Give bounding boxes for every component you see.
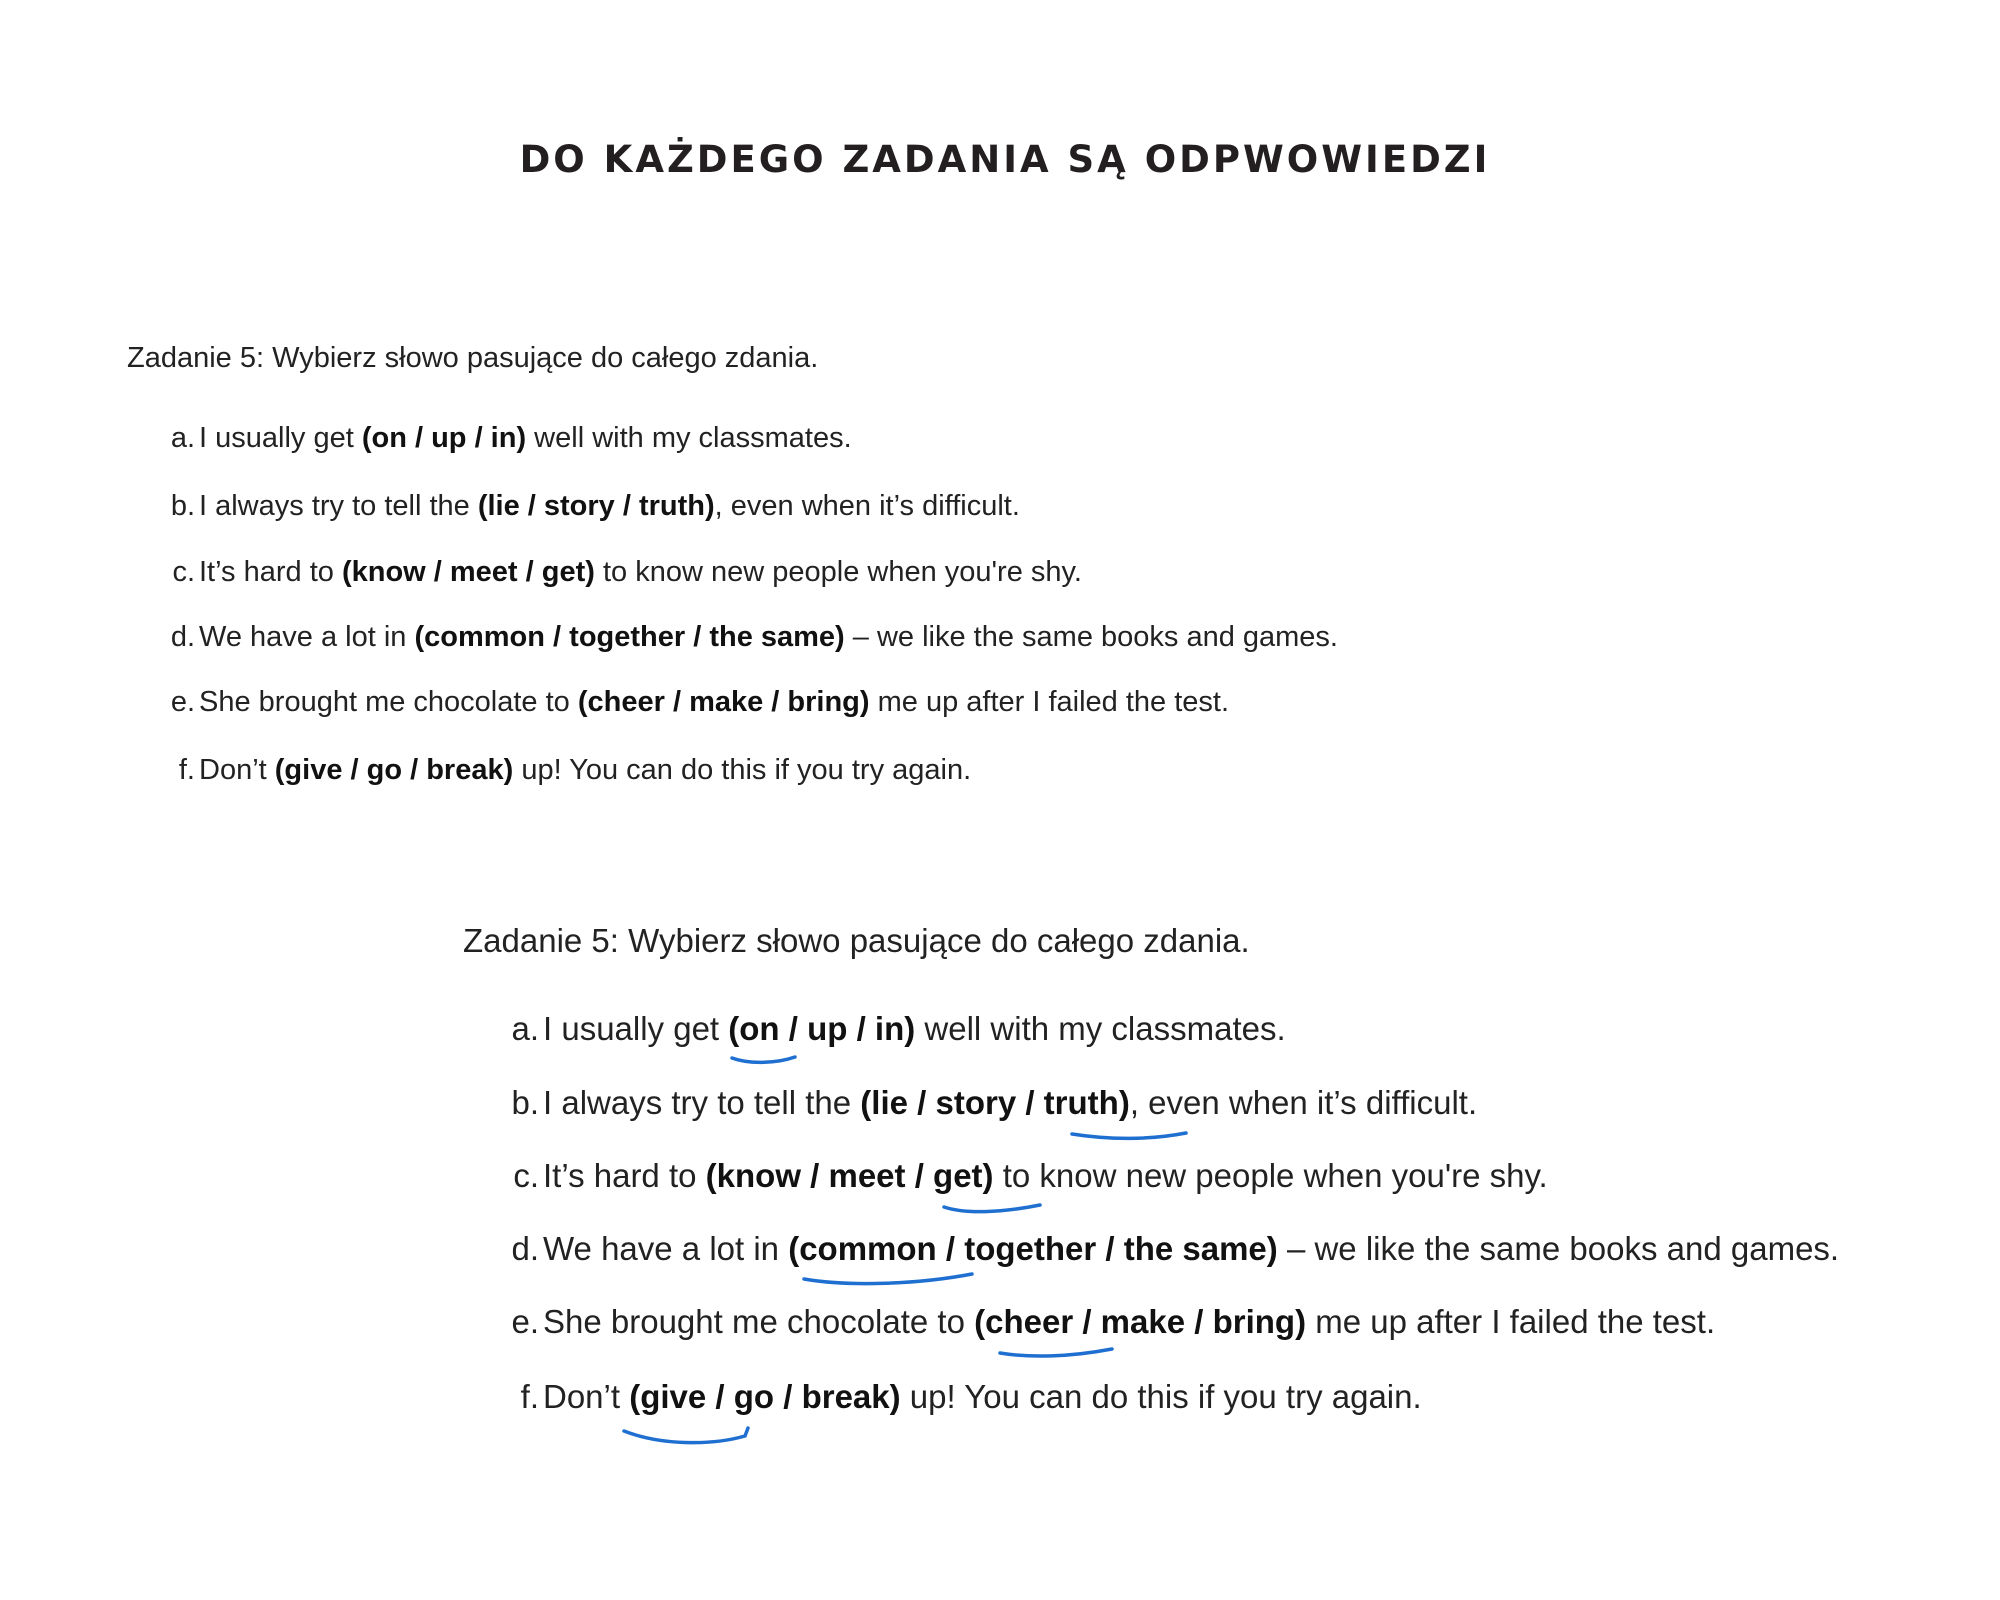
item-letter: d. <box>511 1230 539 1267</box>
item-letter: f. <box>178 754 195 786</box>
item-sentence: I always try to tell the (lie / story / truth), even when it’s difficult. <box>543 1084 1478 1121</box>
item-sentence: I always try to tell the (lie / story / truth), even when it’s difficult. <box>199 490 1020 522</box>
answer-underline-d <box>804 1274 972 1284</box>
item-sentence: She brought me chocolate to (cheer / make / bring) me up after I failed the test. <box>543 1303 1716 1340</box>
answer-underline-a <box>732 1057 795 1062</box>
item-letter: f. <box>520 1378 539 1415</box>
list-item <box>165 490 1020 523</box>
item-sentence: I usually get (on / up / in) well with my classmates. <box>543 1010 1286 1047</box>
list-item <box>505 1378 1422 1416</box>
list-item <box>505 1157 1548 1195</box>
item-choices: (lie / story / truth) <box>477 490 715 522</box>
item-choices: (on / up / in) <box>728 1010 916 1047</box>
item-choices: (cheer / make / bring) <box>577 686 870 718</box>
item-sentence: I usually get (on / up / in) well with my classmates. <box>199 422 852 454</box>
answer-underline-b <box>1072 1133 1186 1138</box>
item-sentence: We have a lot in (common / together / the same) – we like the same books and games. <box>543 1230 1840 1267</box>
answer-underline-c <box>944 1205 1040 1212</box>
item-letter: a. <box>170 422 195 454</box>
item-letter: d. <box>170 621 195 653</box>
list-item <box>165 556 1082 589</box>
item-sentence: It’s hard to (know / meet / get) to know new people when you're shy. <box>543 1157 1548 1194</box>
answer-underline-f <box>624 1428 748 1443</box>
item-choices: (know / meet / get) <box>705 1157 994 1194</box>
item-letter: c. <box>172 556 195 588</box>
item-choices: (cheer / make / bring) <box>974 1303 1307 1340</box>
item-choices: (know / meet / get) <box>341 556 595 588</box>
list-item <box>165 422 852 455</box>
item-letter: e. <box>511 1303 539 1340</box>
item-letter: e. <box>170 686 195 718</box>
list-item <box>165 686 1229 719</box>
item-sentence: Don’t (give / go / break) up! You can do this if you try again. <box>199 754 972 786</box>
exercise-heading: Zadanie 5: Wybierz słowo pasujące do całego zdania. <box>463 922 1250 959</box>
item-choices: (on / up / in) <box>361 422 527 454</box>
item-sentence: Don’t (give / go / break) up! You can do this if you try again. <box>543 1378 1422 1415</box>
list-item <box>505 1303 1715 1341</box>
answer-underline-e <box>1000 1349 1112 1356</box>
page-title: DO KAŻDEGO ZADANIA SĄ ODPWOWIEDZI <box>519 138 1491 181</box>
item-letter: b. <box>170 490 195 522</box>
list-item <box>505 1230 1839 1268</box>
item-sentence: It’s hard to (know / meet / get) to know new people when you're shy. <box>199 556 1082 588</box>
list-item <box>165 621 1338 654</box>
item-choices: (give / go / break) <box>629 1378 901 1415</box>
list-item <box>505 1010 1286 1048</box>
item-choices: (common / together / the same) <box>414 621 845 653</box>
item-letter: a. <box>511 1010 539 1047</box>
list-item <box>165 754 971 787</box>
list-item <box>505 1084 1477 1122</box>
item-choices: (common / together / the same) <box>788 1230 1278 1267</box>
item-sentence: We have a lot in (common / together / the same) – we like the same books and games. <box>199 621 1338 653</box>
exercise-heading: Zadanie 5: Wybierz słowo pasujące do całego zdania. <box>127 342 819 374</box>
item-choices: (give / go / break) <box>274 754 514 786</box>
item-letter: c. <box>513 1157 539 1194</box>
item-letter: b. <box>511 1084 539 1121</box>
item-sentence: She brought me chocolate to (cheer / make / bring) me up after I failed the test. <box>199 686 1230 718</box>
item-choices: (lie / story / truth) <box>860 1084 1130 1121</box>
